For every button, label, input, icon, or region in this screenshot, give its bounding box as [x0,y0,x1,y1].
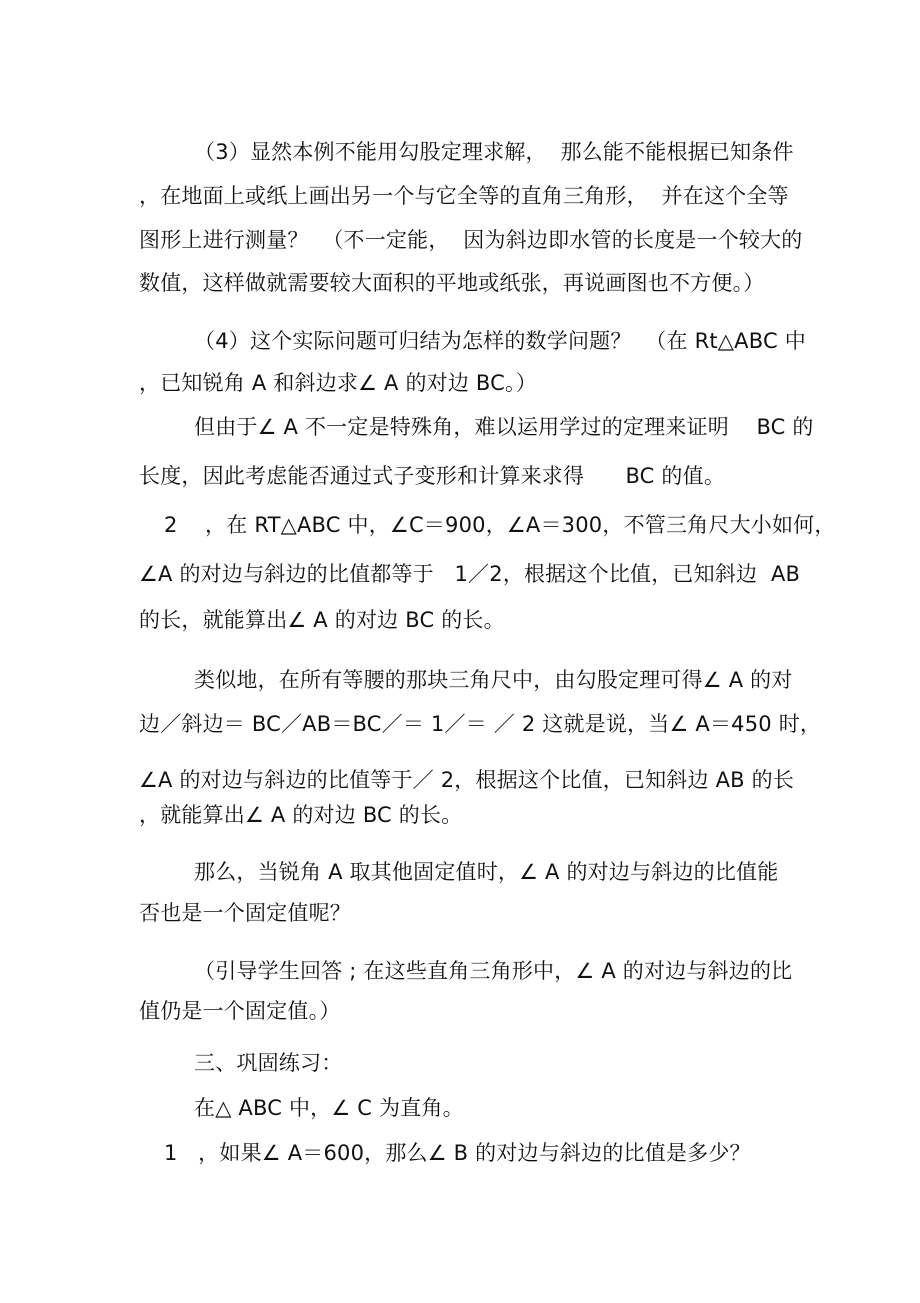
text-line: 在△ ABC 中，∠ C 为直角。 [194,1096,464,1120]
text-line: 长度，因此考虑能否通过式子变形和计算来求得 BC 的值。 [139,464,726,488]
text-line: 值仍是一个固定值。） [139,999,341,1023]
text-line: ∠A 的对边与斜边的比值都等于 1／2，根据这个比值，已知斜边 AB [139,562,801,586]
text-line: 的长，就能算出∠ A 的对边 BC 的长。 [139,608,505,632]
text-line: 否也是一个固定值呢？ [139,901,351,925]
text-line: 类似地，在所有等腰的那块三角尺中，由勾股定理可得∠ A 的对 [194,668,793,692]
text-line: （3）显然本例不能用勾股定理求解， 那么能不能根据已知条件 [194,140,794,164]
text-line: ，就能算出∠ A 的对边 BC 的长。 [139,803,463,827]
text-line: 数值，这样做就需要较大面积的平地或纸张，再说画图也不方便。） [139,271,765,295]
text-line: 那么，当锐角 A 取其他固定值时，∠ A 的对边与斜边的比值能 [194,860,779,884]
text-line: 边／斜边＝ BC／AB＝BC／＝ 1／＝ ／ 2 这就是说，当∠ A＝450 时， [139,712,822,736]
text-line: （引导学生回答 ; 在这些直角三角形中，∠ A 的对边与斜边的比 [194,959,793,983]
exercise-item: 1 ，如果∠ A＝600，那么∠ B 的对边与斜边的比值是多少？ [164,1141,751,1165]
text-line: （4）这个实际问题可归结为怎样的数学问题？ （在 Rt△ABC 中 [194,329,806,353]
section-heading: 三、巩固练习： [194,1051,343,1075]
text-line: ，已知锐角 A 和斜边求∠ A 的对边 BC。） [139,371,537,395]
text-line: 2 ，在 RT△ABC 中，∠C＝900，∠A＝300，不管三角尺大小如何， [164,513,836,537]
text-line: 但由于∠ A 不一定是特殊角，难以运用学过的定理来证明 BC 的 [194,415,814,439]
text-line: ，在地面上或纸上画出另一个与它全等的直角三角形， 并在这个全等 [139,184,789,208]
text-line: ∠A 的对边与斜边的比值等于／ 2，根据这个比值，已知斜边 AB 的长 [139,768,795,792]
text-line: 图形上进行测量？ （不一定能， 因为斜边即水管的长度是一个较大的 [139,228,803,252]
